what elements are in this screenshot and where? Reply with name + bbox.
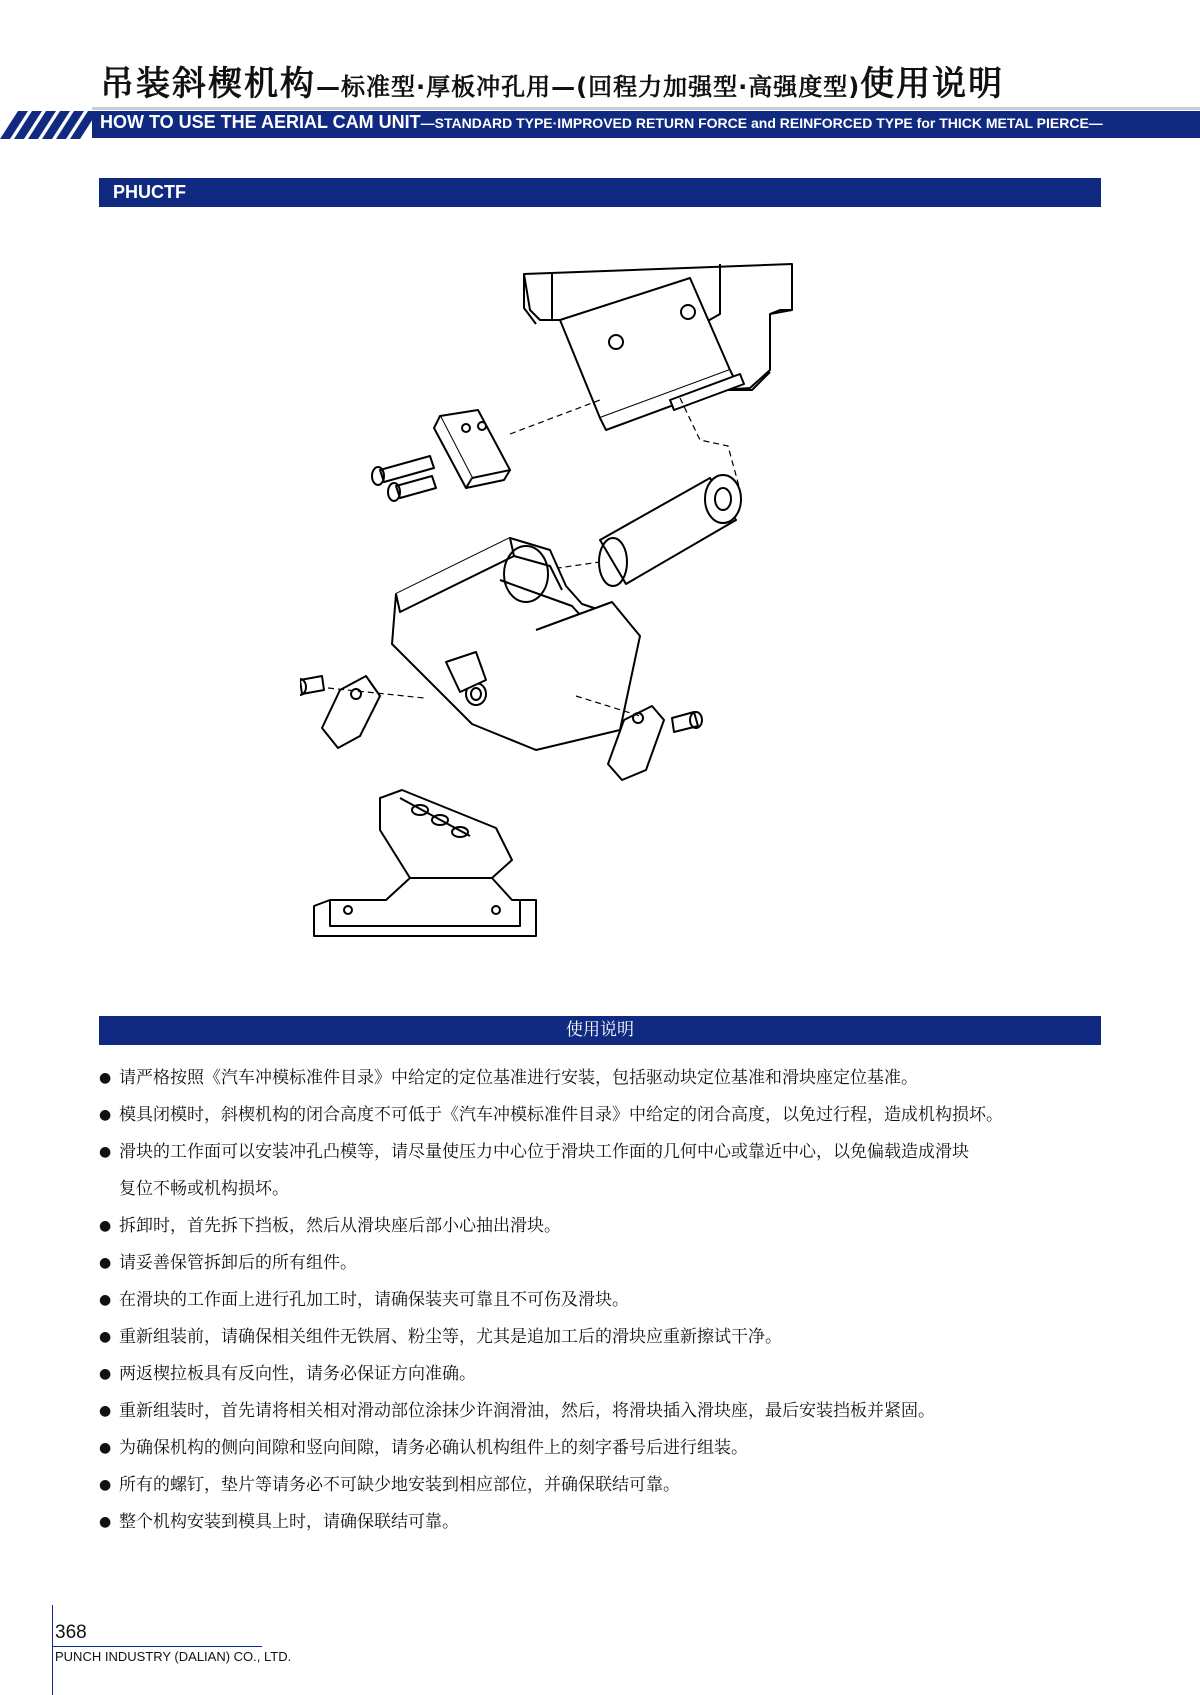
list-item: ● 滑块的工作面可以安装冲孔凸模等，请尽量使压力中心位于滑块工作面的几何中心或靠近中心，以免偏载造成滑块 <box>99 1134 1109 1171</box>
footer-vertical-rule <box>52 1605 53 1695</box>
return-spring-cylinder <box>599 475 741 586</box>
english-subtitle-lead: HOW TO USE THE AERIAL CAM UNIT <box>100 112 421 132</box>
model-code-bar <box>99 178 1101 207</box>
top-stopper-plate <box>434 410 510 488</box>
instruction-list <box>99 1060 1109 1541</box>
english-subtitle-bar <box>92 111 1200 138</box>
exploded-assembly-drawing <box>300 250 920 970</box>
english-subtitle-banner <box>0 109 1200 141</box>
list-item: ● 请严格按照《汽车冲模标准件目录》中给定的定位基准进行安装，包括驱动块定位基准和滑块座定位基准。 <box>99 1060 1109 1097</box>
list-item: ● 所有的螺钉，垫片等请务必不可缺少地安装到相应部位，并确保联结可靠。 <box>99 1467 1109 1504</box>
model-code: PHUCTF <box>113 182 186 202</box>
english-subtitle-rest: —STANDARD TYPE·IMPROVED RETURN FORCE and REINFORCED TYPE for THICK METAL PIERCE— <box>420 115 1103 131</box>
list-item: ● 重新组装时，首先请将相关相对滑动部位涂抹少许润滑油，然后，将滑块插入滑块座，最后安装挡板并紧固。 <box>99 1393 1109 1430</box>
left-side-stopper <box>300 676 380 748</box>
list-item: ● 两返楔拉板具有反向性，请务必保证方向准确。 <box>99 1356 1109 1393</box>
title-tail: 使用说明 <box>860 64 1005 104</box>
company-name: PUNCH INDUSTRY (DALIAN) CO., LTD. <box>55 1649 292 1664</box>
list-item: ● 重新组装前，请确保相关组件无铁屑、粉尘等，尤其是追加工后的滑块应重新擦试干净。 <box>99 1319 1109 1356</box>
top-mounting-screws <box>372 456 436 501</box>
page-number: 368 <box>55 1622 87 1643</box>
english-subtitle <box>100 112 1103 133</box>
list-item: ● 为确保机构的侧向间隙和竖向间隙，请务必确认机构组件上的刻字番号后进行组装。 <box>99 1430 1109 1467</box>
footer-horizontal-rule <box>52 1646 262 1647</box>
slider-block <box>392 538 640 750</box>
list-item-continuation: 复位不畅或机构损坏。 <box>119 1179 289 1199</box>
list-item: ● 模具闭模时，斜楔机构的闭合高度不可低于《汽车冲模标准件目录》中给定的闭合高度，以免过行程，造成机构损坏。 <box>99 1097 1109 1134</box>
instructions-heading: 使用说明 <box>566 1020 634 1040</box>
instructions-heading-bar <box>99 1016 1101 1045</box>
list-item: ● 整个机构安装到模具上时，请确保联结可靠。 <box>99 1504 1109 1541</box>
list-item: ● 请妥善保管拆卸后的所有组件。 <box>99 1245 1109 1282</box>
title-subtype: —标准型·厚板冲孔用—(回程力加强型·高强度型) <box>316 73 861 101</box>
page-title <box>100 56 1004 105</box>
list-item: ● 在滑块的工作面上进行孔加工时，请确保装夹可靠且不可伤及滑块。 <box>99 1282 1109 1319</box>
title-main: 吊装斜楔机构 <box>100 64 316 104</box>
slider-base <box>314 790 536 936</box>
list-item: ● 拆卸时，首先拆下挡板，然后从滑块座后部小心抽出滑块。 <box>99 1208 1109 1245</box>
